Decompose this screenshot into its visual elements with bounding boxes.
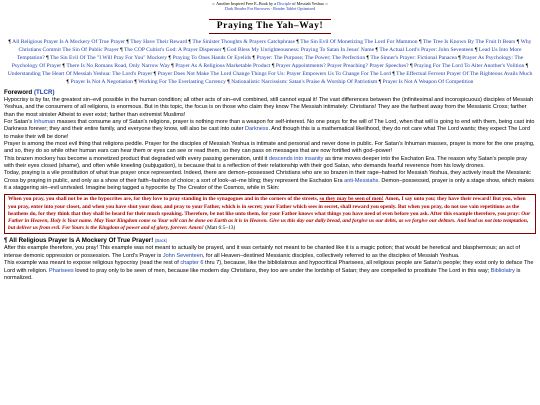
toc-link[interactable]: There Is No Romans Road, Only Narrow Way bbox=[66, 63, 170, 69]
toc-link[interactable]: Nationalistic Narcissism: Satan's Praise & Worship Of Patriotism bbox=[231, 79, 378, 85]
reader-tablet-link[interactable]: Reader Tablet Optimized bbox=[273, 6, 316, 11]
pilcrow-icon: ¶ bbox=[4, 237, 8, 245]
toc-link[interactable]: Praying For The Lord To Alter Another's Volition bbox=[413, 63, 525, 69]
foreword-paragraph-1: Hypocrisy is by far, the greatest sin–evil possible in the human condition; all other acts of sin–evil combined, still cannot equal it! The vast differences between the (infinitesimal and inconspicuous) disciples of Messiah Yeshua, and the consumers of all religions, is enormous. But in this topic, the focus is on those who claim they know The Messiah intimately: Christians! They are the farthest away from the Messianic Cross; farther than the most sinister Atheist to ever exist; farther than extremist Muslims! bbox=[4, 97, 534, 118]
toc-link[interactable]: The Actual Lord's Prayer: John Seventeen bbox=[379, 47, 474, 53]
toc-link[interactable]: The Sin Evil Of Monetizing The Lord For Mammon bbox=[300, 39, 418, 45]
toc-link[interactable]: All Religious Prayer Is A Mockery Of True Prayer bbox=[12, 39, 125, 45]
toc-link[interactable]: Prayer Does Not Make The Lord Change Things For Us: Prayer Empowers Us To Change For The Lord bbox=[157, 71, 391, 77]
foreword-heading: Foreword (TLCR) bbox=[4, 89, 55, 96]
foreword-paragraph-5: Today, praying is a vile prostitution of what true prayer once represented. Indeed, there are demon–possessed Christians who are so brazen in their rage–hatred for Messiah Yeshua, they actively insult the Messianic Cross by praying in public, and only as a show of their faith–fashion of choice; a sort of look–at–me bling; they represent the Eschaton Era anti-Messiahs. Demon–possessed, prayer is only a stage show, which makes it a staggering sin–evil unrivaled. Imagine being tagged a hypocrite by The Creator of the Cosmos, while in Skin: bbox=[4, 170, 535, 192]
pilcrow-icon: ¶ bbox=[62, 63, 67, 69]
toc-link[interactable]: Understanding The Heart Of Messiah Yeshua: The Lord's Prayer bbox=[7, 71, 153, 77]
toc-link[interactable]: The Sinner's Prayer: Fictional Panacea bbox=[370, 55, 457, 61]
pilcrow-icon: ¶ bbox=[252, 55, 257, 61]
pilcrow-icon: ¶ bbox=[171, 63, 176, 69]
pilcrow-icon: ¶ bbox=[188, 39, 193, 45]
bibliolatry-link[interactable]: Bibliolatry bbox=[490, 267, 515, 274]
pilcrow-icon: ¶ bbox=[8, 39, 13, 45]
pilcrow-icon: ¶ bbox=[516, 39, 521, 45]
pilcrow-icon: ¶ bbox=[296, 39, 301, 45]
pilcrow-icon: ¶ bbox=[134, 79, 139, 85]
section-paragraph-1: After this example therefore, you pray! This example was not meant to actually be prayed, and it was certainly not meant to be chanted like it is a magic potion; that would be heretical and blasphemous; an act of intense demonic oppression or possession. The Lord's Prayer is John Seventeen, for all Heaven–destined Messianic disciples, collectively referred to as the disciples of Messiah Yeshua. bbox=[4, 245, 521, 259]
section-heading: ¶ All Religious Prayer Is A Mockery Of True Prayer! (Back) bbox=[4, 237, 168, 245]
pilcrow-icon: ¶ bbox=[126, 39, 131, 45]
sun-icon: ☼ bbox=[324, 1, 329, 6]
pilcrow-icon: ¶ bbox=[410, 63, 414, 69]
toc-link[interactable]: Prayer Is Not A Negotiation bbox=[70, 79, 133, 85]
inhuman-link[interactable]: Inhuman bbox=[33, 119, 56, 126]
pilcrow-icon: ¶ bbox=[168, 55, 173, 61]
anti-messiahs-link[interactable]: anti-Messiahs bbox=[344, 177, 379, 184]
tlcr-link[interactable]: (TLCR) bbox=[33, 89, 55, 96]
toc-link[interactable]: They Have Their Reward bbox=[130, 39, 188, 45]
foreword-paragraph-4: This brazen mockery has become a monetized product that degraded with every passing generation, until it descends into insanity as time moves deeper into the Eschaton Era. The reason why Satan's people pray with their eyes closed (shame), and often while kneeling (subjugation), is because that is a reflection of their relationship with their god Satan, who demands fearful reverence from his lowly drones. bbox=[4, 155, 527, 170]
dark-reader-link[interactable]: Dark Reader For Browsers bbox=[224, 6, 270, 11]
scripture-quote: When you pray, you shall not be as the hypocrites are, for they love to pray standing in the synagogues and in the corners of the streets, so they may be seen of men! Amen, I say unto you; they have their reward! But you, when you pray, enter into your closet, and when you have shut your door, and pray to your Father, which is in secret; your Father which sees in secret, shall reward you openly. But when you pray, do not use vain repetitions as the heathens do, for they think that they shall be heard for their much speaking. Therefore, be not like unto them, for your Father knows what things you have need of even before you ask. After this example therefore, you pray: Our Father in Heaven, Holy is Your name. May Your Kingdom come so Your will can be done on Earth as it is in Heaven. Give us this day our daily bread, and forgive us our debts, as we forgive our debtors. And lead us not into temptation, but deliver us from evil. For Yours is the Kingdom of power and of glory, forever. Amen! (Matt 6:5–13) bbox=[4, 194, 536, 234]
toc-link[interactable]: Prayer As Psychology: The Psychology Of Prayer bbox=[11, 55, 524, 69]
pilcrow-icon: ¶ bbox=[227, 79, 232, 85]
pilcrow-icon: ¶ bbox=[66, 79, 71, 85]
pilcrow-icon: ¶ bbox=[458, 55, 463, 61]
pilcrow-icon: ¶ bbox=[392, 71, 397, 77]
pilcrow-icon: ¶ bbox=[525, 63, 529, 69]
page-title: Praying The Yah–Way! bbox=[209, 19, 332, 34]
toc-link[interactable]: The Effectual Fervent Prayer Of The Righteous Avails Much bbox=[396, 71, 533, 77]
pilcrow-icon: ¶ bbox=[474, 47, 479, 53]
section-paragraph-2: This example was meant to expose religious hypocrisy (read the rest of chapter 6 thru 7), because, like the bibliolatrous and hypocritical Pharisees, all religious people are Satan's people; they exist only to deface The Lord with religion. Pharisees loved to pray only to be seen of men, because like modern day Christians, they too are under the lordship of Satan; they are compelled to prostitute The Lord in this way; Bibliolatry is normalized. bbox=[4, 260, 534, 281]
pilcrow-icon: ¶ bbox=[271, 63, 276, 69]
ebook-tagline: Another Inspired Free E–Book by a bbox=[216, 1, 277, 6]
toc-link[interactable]: Prayer Appointments? Prayer Preaching? Prayer Speeches? bbox=[275, 63, 409, 69]
darkness-link[interactable]: Darkness bbox=[245, 126, 269, 133]
toc-link[interactable]: The Tree Is Known By The Fruit It Bears bbox=[422, 39, 516, 45]
toc-link[interactable]: Praying To Ones Hands Or Eyelids bbox=[172, 55, 252, 61]
pilcrow-icon: ¶ bbox=[375, 47, 380, 53]
pilcrow-icon: ¶ bbox=[366, 55, 371, 61]
toc-link[interactable]: Lead Us Into More Temptation? bbox=[16, 47, 522, 61]
table-of-contents bbox=[6, 38, 534, 86]
top-separator: ∙ bbox=[271, 6, 273, 11]
ebook-tagline-end: of Messiah Yeshua bbox=[292, 1, 324, 6]
top-line bbox=[0, 0, 540, 11]
toc-link[interactable]: Prayer As A Religious Marketable Product bbox=[175, 63, 271, 69]
descends-into-insanity-link[interactable]: descends into insanity bbox=[268, 155, 324, 162]
toc-link[interactable]: Working For The Everlasting Currency bbox=[138, 79, 226, 85]
foreword-paragraph-3: Prayer is among the most evil thing that religions peddle. Prayer for the disciples of Messiah Yeshua is intimate and personal and never done in public. For Satan's Inhuman masses, prayer is more for the one praying, and so, they do so while other human ears can hear them or eyes can see or read them, so they can pass on messages that are now fortified with god–power! bbox=[4, 141, 535, 155]
pilcrow-icon: ¶ bbox=[418, 39, 423, 45]
toc-link[interactable]: God Bless My Unrighteousness: Praying To Satan In Jesus' Name bbox=[226, 47, 375, 53]
toc-link[interactable]: The Sinister Thoughts & Prayers Catchphrase bbox=[192, 39, 295, 45]
chapter-6-link[interactable]: chapter 6 bbox=[180, 260, 204, 267]
toc-link[interactable]: Prayer Is Not A Weapon Of Competition bbox=[382, 79, 474, 85]
pilcrow-icon: ¶ bbox=[46, 55, 50, 61]
pilcrow-icon: ¶ bbox=[222, 47, 227, 53]
disciple-link[interactable]: Disciple bbox=[277, 1, 292, 6]
john-seventeen-link[interactable]: John Seventeen bbox=[162, 252, 203, 259]
back-link[interactable]: (Back) bbox=[155, 238, 168, 244]
scripture-reference: (Matt 6:5–13) bbox=[205, 225, 236, 232]
toc-link[interactable]: The COP Cultist's God: A Prayer Dispenser bbox=[124, 47, 222, 53]
toc-link[interactable]: The Sin Evil Of The "I Will Pray For You" Mockery bbox=[50, 55, 168, 61]
toc-link[interactable]: Why Christians Commit The Sin Of Public Prayer bbox=[18, 39, 532, 53]
toc-link[interactable]: Prayer: The Purpose; The Power; The Perfection bbox=[256, 55, 366, 61]
pharisees-link[interactable]: Pharisees bbox=[49, 267, 74, 274]
pilcrow-icon: ¶ bbox=[378, 79, 383, 85]
foreword-paragraph-2: For Satan's Inhuman masses that consume any of Satan's religions, prayer is nothing more than a weapon for self-interest. No one prays for the will of The Lord, when that will is going to end with them, being cast into Darkness forever; they and their entire family, and everyone they know, will also be cast into outer Darkness. And though this is a mathematical likelihood, they do not care what The Lord wants; they expect The Lord to make their will be done! bbox=[4, 119, 535, 140]
pilcrow-icon: ¶ bbox=[120, 47, 124, 53]
sun-icon: ☼ bbox=[211, 1, 216, 6]
pilcrow-icon: ¶ bbox=[153, 71, 158, 77]
